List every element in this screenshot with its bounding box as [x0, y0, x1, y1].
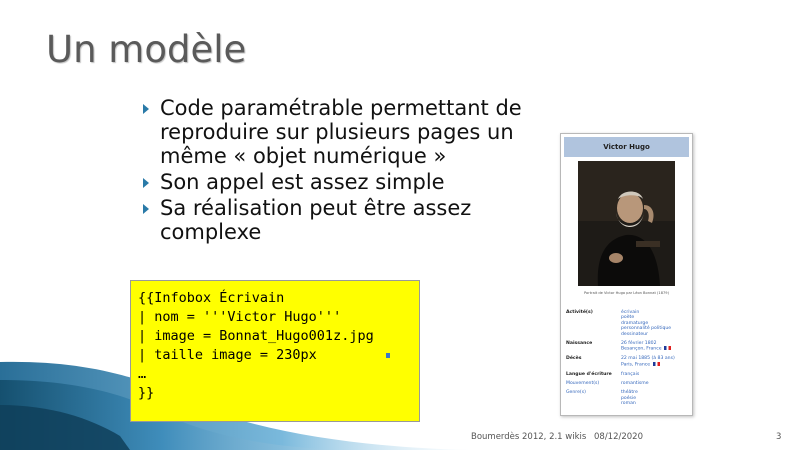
code-line: | taille image = 230px — [138, 347, 317, 363]
infobox-row — [566, 341, 688, 352]
infobox-row-label: Décès — [566, 356, 582, 362]
code-line: | image = Bonnat_Hugo001z.jpg — [138, 328, 374, 344]
infobox-value-line[interactable]: roman — [621, 401, 636, 407]
code-line: {{Infobox Écrivain — [138, 290, 285, 306]
infobox-value-line[interactable]: personnalité politique — [621, 326, 672, 332]
infobox-row-value[interactable] — [621, 381, 649, 386]
bullet-list — [140, 96, 540, 246]
bullet-arrow-icon — [143, 204, 149, 214]
bullet-text: Son appel est assez simple — [160, 170, 445, 194]
infobox-value-line[interactable]: écrivain — [621, 310, 640, 315]
slide-title: Un modèle — [46, 28, 247, 71]
infobox-caption: Portrait de Victor Hugo par Léon Bonnat (1879) — [584, 291, 669, 295]
infobox-value-line[interactable]: dessinateur — [621, 331, 648, 337]
infobox-row — [566, 372, 688, 377]
infobox-value-line[interactable]: 22 mai 1885 (à 83 ans) — [621, 356, 675, 362]
infobox-header: Victor Hugo — [564, 137, 689, 157]
infobox-value-text[interactable]: Paris, France — [621, 362, 651, 368]
infobox-value-line[interactable]: romantisme — [621, 381, 649, 387]
france-flag-icon — [653, 362, 660, 366]
infobox-value-line[interactable]: 26 février 1802 — [621, 341, 657, 347]
infobox-row-label[interactable]: Genre(s) — [566, 390, 586, 396]
infobox-rows — [566, 310, 688, 411]
infobox-value-line[interactable]: poésie — [621, 395, 637, 401]
bullet-item — [140, 96, 540, 168]
infobox-row-value[interactable] — [621, 341, 672, 352]
infobox-row-value[interactable] — [621, 390, 638, 406]
infobox-row-label: Langue d'écriture — [566, 371, 612, 377]
bullet-arrow-icon — [143, 178, 149, 188]
bullet-text: Sa réalisation peut être assez complexe — [160, 196, 472, 244]
infobox-row-label: Naissance — [566, 341, 593, 347]
infobox-row-value[interactable] — [621, 356, 675, 367]
infobox-value-line[interactable]: français — [621, 371, 640, 377]
code-line: | nom = '''Victor Hugo''' — [138, 309, 342, 325]
bullet-text: Code paramétrable permettant de reproduire sur plusieurs pages un même « objet numérique » — [160, 96, 522, 168]
page-number: 3 — [776, 432, 782, 442]
infobox-row — [566, 356, 688, 367]
infobox-row — [566, 381, 688, 386]
infobox-value-text[interactable]: Besançon, France — [621, 346, 662, 352]
template-code-box — [130, 280, 420, 422]
text-cursor-marker — [386, 353, 390, 358]
bullet-item — [140, 196, 540, 244]
code-line: }} — [138, 385, 155, 401]
infobox-value-line[interactable] — [621, 346, 672, 352]
france-flag-icon — [664, 346, 671, 350]
infobox-value-line[interactable]: dramaturge — [621, 320, 649, 326]
infobox-value-line[interactable]: théâtre — [621, 390, 638, 396]
infobox-row — [566, 390, 688, 406]
infobox-row-value[interactable] — [621, 310, 671, 337]
footer-text: Boumerdès 2012, 2.1 wikis — [471, 432, 587, 442]
infobox-value-line[interactable]: poète — [621, 315, 635, 321]
infobox-row-label[interactable]: Mouvement(s) — [566, 381, 600, 387]
infobox-image — [560, 133, 693, 416]
infobox-row-value[interactable] — [621, 372, 639, 377]
bullet-arrow-icon — [143, 104, 149, 114]
portrait-photo — [578, 161, 675, 286]
infobox-row — [566, 310, 688, 337]
footer-date: 08/12/2020 — [594, 432, 643, 442]
infobox-row-label: Activité(s) — [566, 310, 593, 315]
code-line: … — [138, 366, 147, 382]
bullet-item — [140, 170, 540, 194]
infobox-value-line[interactable] — [621, 362, 675, 368]
